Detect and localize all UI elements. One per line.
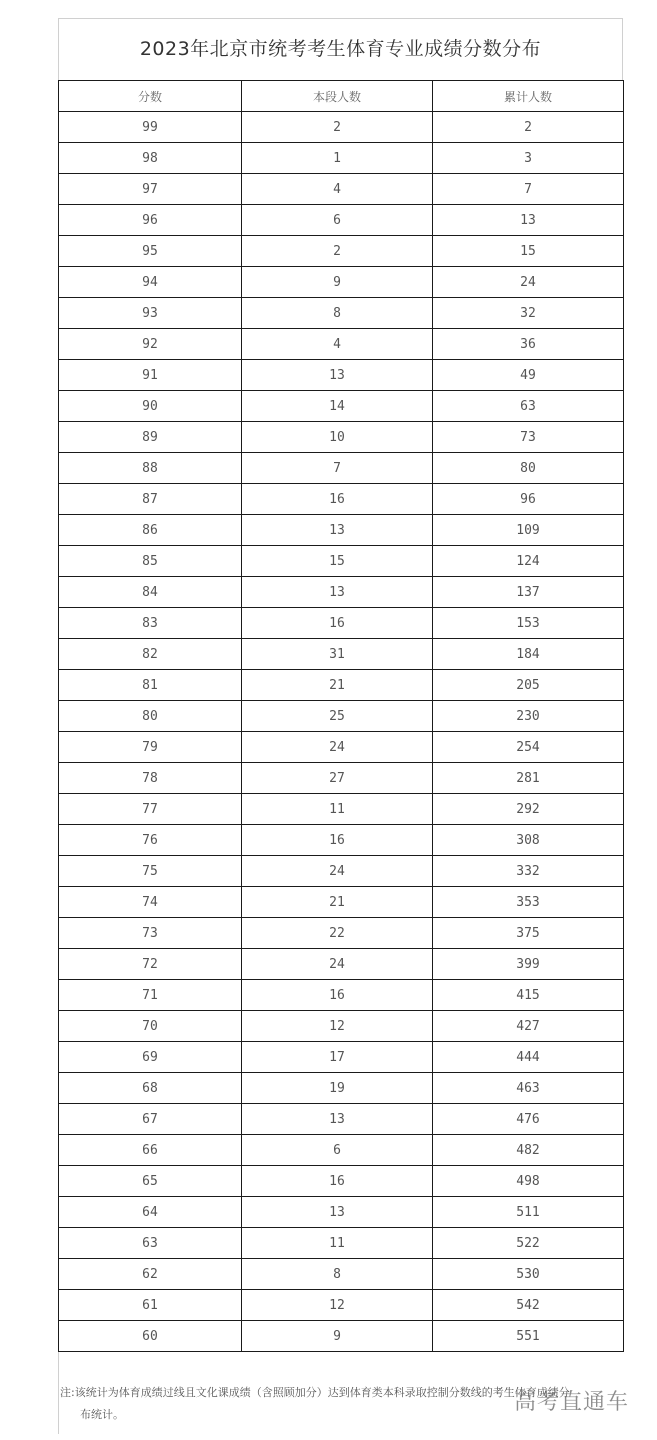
- cell-cumulative-count: 511: [433, 1197, 624, 1228]
- cell-segment-count: 13: [242, 515, 433, 546]
- table-row: [59, 732, 624, 763]
- table-row: [59, 949, 624, 980]
- cell-score: 64: [59, 1197, 242, 1228]
- cell-score: 83: [59, 608, 242, 639]
- cell-score: 91: [59, 360, 242, 391]
- table-row: [59, 422, 624, 453]
- cell-segment-count: 13: [242, 360, 433, 391]
- cell-score: 81: [59, 670, 242, 701]
- cell-cumulative-count: 427: [433, 1011, 624, 1042]
- cell-cumulative-count: 63: [433, 391, 624, 422]
- cell-score: 70: [59, 1011, 242, 1042]
- cell-cumulative-count: 482: [433, 1135, 624, 1166]
- cell-score: 97: [59, 174, 242, 205]
- cell-score: 72: [59, 949, 242, 980]
- cell-segment-count: 10: [242, 422, 433, 453]
- table-row: [59, 484, 624, 515]
- cell-score: 79: [59, 732, 242, 763]
- cell-cumulative-count: 308: [433, 825, 624, 856]
- cell-score: 85: [59, 546, 242, 577]
- cell-score: 80: [59, 701, 242, 732]
- cell-score: 63: [59, 1228, 242, 1259]
- cell-cumulative-count: 80: [433, 453, 624, 484]
- table-body: [59, 112, 624, 1352]
- score-distribution-table: [58, 80, 624, 1352]
- cell-segment-count: 22: [242, 918, 433, 949]
- cell-cumulative-count: 530: [433, 1259, 624, 1290]
- table-row: [59, 329, 624, 360]
- cell-segment-count: 16: [242, 1166, 433, 1197]
- table-row: [59, 1321, 624, 1352]
- table-row: [59, 205, 624, 236]
- cell-segment-count: 14: [242, 391, 433, 422]
- cell-score: 74: [59, 887, 242, 918]
- cell-score: 86: [59, 515, 242, 546]
- header-score: 分数: [59, 81, 242, 112]
- cell-segment-count: 8: [242, 298, 433, 329]
- cell-score: 78: [59, 763, 242, 794]
- table-row: [59, 143, 624, 174]
- cell-segment-count: 16: [242, 484, 433, 515]
- cell-cumulative-count: 153: [433, 608, 624, 639]
- cell-score: 84: [59, 577, 242, 608]
- cell-segment-count: 24: [242, 856, 433, 887]
- table-row: [59, 1073, 624, 1104]
- cell-cumulative-count: 137: [433, 577, 624, 608]
- cell-segment-count: 16: [242, 825, 433, 856]
- cell-segment-count: 13: [242, 1104, 433, 1135]
- cell-cumulative-count: 551: [433, 1321, 624, 1352]
- cell-segment-count: 4: [242, 174, 433, 205]
- cell-cumulative-count: 3: [433, 143, 624, 174]
- cell-cumulative-count: 463: [433, 1073, 624, 1104]
- footnote-line-1: 注:该统计为体育成绩过线且文化课成绩（含照顾加分）达到体育类本科录取控制分数线的考生体育成绩分: [60, 1386, 570, 1399]
- cell-cumulative-count: 15: [433, 236, 624, 267]
- cell-cumulative-count: 24: [433, 267, 624, 298]
- cell-segment-count: 9: [242, 1321, 433, 1352]
- cell-cumulative-count: 124: [433, 546, 624, 577]
- cell-segment-count: 21: [242, 887, 433, 918]
- table-row: [59, 794, 624, 825]
- cell-segment-count: 17: [242, 1042, 433, 1073]
- cell-segment-count: 31: [242, 639, 433, 670]
- cell-segment-count: 16: [242, 980, 433, 1011]
- cell-score: 60: [59, 1321, 242, 1352]
- table-row: [59, 546, 624, 577]
- cell-segment-count: 24: [242, 949, 433, 980]
- table-row: [59, 112, 624, 143]
- cell-segment-count: 6: [242, 205, 433, 236]
- table-row: [59, 887, 624, 918]
- cell-cumulative-count: 184: [433, 639, 624, 670]
- table-row: [59, 577, 624, 608]
- cell-score: 90: [59, 391, 242, 422]
- cell-segment-count: 7: [242, 453, 433, 484]
- table-row: [59, 298, 624, 329]
- cell-cumulative-count: 522: [433, 1228, 624, 1259]
- cell-score: 88: [59, 453, 242, 484]
- cell-segment-count: 16: [242, 608, 433, 639]
- header-segment-count: 本段人数: [242, 81, 433, 112]
- cell-segment-count: 15: [242, 546, 433, 577]
- table-row: [59, 1197, 624, 1228]
- cell-cumulative-count: 281: [433, 763, 624, 794]
- table-row: [59, 639, 624, 670]
- cell-cumulative-count: 353: [433, 887, 624, 918]
- table-row: [59, 174, 624, 205]
- cell-score: 69: [59, 1042, 242, 1073]
- cell-score: 95: [59, 236, 242, 267]
- table-row: [59, 608, 624, 639]
- table-row: [59, 701, 624, 732]
- cell-segment-count: 19: [242, 1073, 433, 1104]
- header-cumulative-count: 累计人数: [433, 81, 624, 112]
- cell-segment-count: 12: [242, 1290, 433, 1321]
- cell-score: 67: [59, 1104, 242, 1135]
- cell-segment-count: 12: [242, 1011, 433, 1042]
- cell-segment-count: 4: [242, 329, 433, 360]
- cell-score: 71: [59, 980, 242, 1011]
- cell-cumulative-count: 96: [433, 484, 624, 515]
- cell-cumulative-count: 13: [433, 205, 624, 236]
- cell-score: 92: [59, 329, 242, 360]
- cell-segment-count: 1: [242, 143, 433, 174]
- table-row: [59, 670, 624, 701]
- cell-score: 73: [59, 918, 242, 949]
- cell-segment-count: 11: [242, 1228, 433, 1259]
- cell-score: 76: [59, 825, 242, 856]
- cell-cumulative-count: 32: [433, 298, 624, 329]
- table-row: [59, 1104, 624, 1135]
- table-header-row: [59, 81, 624, 112]
- cell-segment-count: 8: [242, 1259, 433, 1290]
- table-row: [59, 453, 624, 484]
- cell-score: 77: [59, 794, 242, 825]
- cell-segment-count: 13: [242, 577, 433, 608]
- table-row: [59, 763, 624, 794]
- cell-score: 62: [59, 1259, 242, 1290]
- cell-cumulative-count: 73: [433, 422, 624, 453]
- cell-cumulative-count: 2: [433, 112, 624, 143]
- page-title: 2023年北京市统考考生体育专业成绩分数分布: [139, 38, 542, 60]
- table-row: [59, 980, 624, 1011]
- cell-score: 96: [59, 205, 242, 236]
- table-row: [59, 1290, 624, 1321]
- footnote-line-2: 布统计。: [80, 1408, 124, 1421]
- cell-cumulative-count: 292: [433, 794, 624, 825]
- cell-cumulative-count: 399: [433, 949, 624, 980]
- cell-cumulative-count: 415: [433, 980, 624, 1011]
- cell-score: 61: [59, 1290, 242, 1321]
- cell-segment-count: 2: [242, 112, 433, 143]
- cell-segment-count: 25: [242, 701, 433, 732]
- table-row: [59, 1135, 624, 1166]
- watermark-text: 高考直通车: [513, 1390, 629, 1415]
- cell-cumulative-count: 230: [433, 701, 624, 732]
- cell-score: 89: [59, 422, 242, 453]
- cell-score: 94: [59, 267, 242, 298]
- cell-score: 82: [59, 639, 242, 670]
- table-row: [59, 360, 624, 391]
- cell-cumulative-count: 205: [433, 670, 624, 701]
- cell-score: 99: [59, 112, 242, 143]
- cell-segment-count: 27: [242, 763, 433, 794]
- table-row: [59, 1042, 624, 1073]
- table-row: [59, 1259, 624, 1290]
- cell-segment-count: 2: [242, 236, 433, 267]
- cell-segment-count: 6: [242, 1135, 433, 1166]
- cell-cumulative-count: 542: [433, 1290, 624, 1321]
- table-row: [59, 391, 624, 422]
- cell-cumulative-count: 476: [433, 1104, 624, 1135]
- cell-score: 75: [59, 856, 242, 887]
- cell-cumulative-count: 49: [433, 360, 624, 391]
- table-row: [59, 1228, 624, 1259]
- table-row: [59, 1166, 624, 1197]
- cell-cumulative-count: 109: [433, 515, 624, 546]
- table-row: [59, 236, 624, 267]
- table-row: [59, 515, 624, 546]
- cell-score: 93: [59, 298, 242, 329]
- cell-cumulative-count: 36: [433, 329, 624, 360]
- cell-cumulative-count: 332: [433, 856, 624, 887]
- table-row: [59, 267, 624, 298]
- cell-score: 87: [59, 484, 242, 515]
- cell-segment-count: 21: [242, 670, 433, 701]
- table-row: [59, 1011, 624, 1042]
- cell-cumulative-count: 444: [433, 1042, 624, 1073]
- cell-cumulative-count: 7: [433, 174, 624, 205]
- cell-score: 68: [59, 1073, 242, 1104]
- cell-score: 98: [59, 143, 242, 174]
- cell-segment-count: 11: [242, 794, 433, 825]
- cell-cumulative-count: 498: [433, 1166, 624, 1197]
- cell-cumulative-count: 375: [433, 918, 624, 949]
- cell-segment-count: 24: [242, 732, 433, 763]
- cell-segment-count: 9: [242, 267, 433, 298]
- cell-score: 66: [59, 1135, 242, 1166]
- cell-segment-count: 13: [242, 1197, 433, 1228]
- cell-cumulative-count: 254: [433, 732, 624, 763]
- table-row: [59, 918, 624, 949]
- cell-score: 65: [59, 1166, 242, 1197]
- table-row: [59, 856, 624, 887]
- table-row: [59, 825, 624, 856]
